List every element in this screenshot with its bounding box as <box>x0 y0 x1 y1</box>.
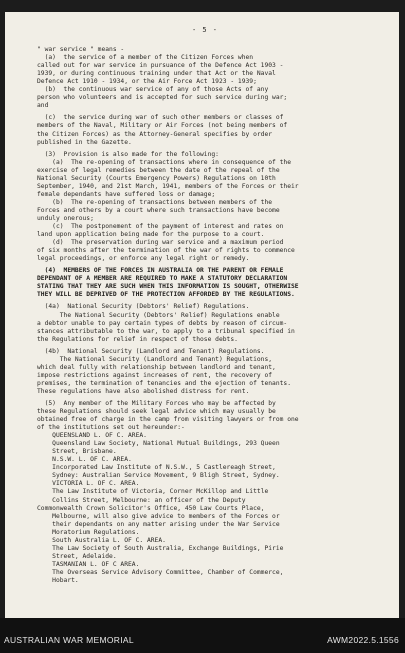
text-line: (4b) National Security (Landlord and Tenant) Regulations. <box>37 347 265 355</box>
text-line: (4) MEMBERS OF THE FORCES IN AUSTRALIA OR THE PARENT OR FEMALE <box>37 267 284 275</box>
text-line: Hobart. <box>37 577 79 584</box>
text-line: The Law Society of South Australia, Exchange Buildings, Pirie <box>37 544 284 552</box>
text-line: Street, Adelaide. <box>37 552 117 560</box>
text-line: of the institutions set out hereunder:- <box>37 424 185 432</box>
text-line: The Overseas Service Advisory Committee, Chamber of Commerce, <box>37 568 284 576</box>
document-page <box>5 12 399 618</box>
text-line: (c) The postponement of the payment of interest and rates on <box>37 223 284 231</box>
area-heading: South Australia L. OF C. AREA. <box>37 536 166 544</box>
text-line: Queensland Law Society, National Mutual Buildings, 293 Queen <box>37 440 280 448</box>
text-line: these Regulations should seek legal advice which may usually be <box>37 408 276 416</box>
area-heading: QUEENSLAND L. OF C. AREA. <box>37 432 147 440</box>
text-line: DEPENDANT OF A MEMBER ARE REQUIRED TO MAKE A STATUTORY DECLARATION <box>37 275 288 283</box>
area-heading: N.S.W. L. OF C. AREA. <box>37 456 132 464</box>
accession-number: AWM2022.5.1556 <box>327 635 399 645</box>
text-line: land upon application being made for the purpose to a court. <box>37 231 265 239</box>
text-line: the Citizen Forces) as the Attorney-General specifies by order <box>37 130 273 138</box>
text-line: of six months after the termination of the war of rights to commence <box>37 247 295 255</box>
text-line: The National Security (Landlord and Tenant) Regulations, <box>37 355 273 363</box>
text-line: which deal fully with relationship between landlord and tenant, <box>37 363 276 371</box>
war-service-definition <box>37 46 373 147</box>
section-4-statutory-declaration <box>37 267 373 299</box>
text-line: and <box>37 102 49 110</box>
area-heading: TASMANIAN L. OF C AREA. <box>37 560 140 568</box>
text-line: called out for war service in pursuance of the Defence Act 1903 - <box>37 62 284 70</box>
section-5-legal-advice <box>37 400 373 585</box>
text-line: (b) The re-opening of transactions between members of the <box>37 198 273 206</box>
text-line: Sydney: Australian Service Movement, 9 Bligh Street, Sydney. <box>37 472 280 480</box>
archive-name: AUSTRALIAN WAR MEMORIAL <box>4 635 134 645</box>
text-line: a debtor unable to pay certain types of debts by reason of circum- <box>37 319 288 327</box>
text-line: (5) Any member of the Military Forces who may be affected by <box>37 399 276 407</box>
page-number: - 5 - <box>191 26 219 34</box>
text-line: Defence Act 1910 - 1934, or the Air Force Act 1923 - 1939; <box>37 78 257 86</box>
area-heading: VICTORIA L. OF C. AREA. <box>37 480 140 488</box>
text-line: The Law Institute of Victoria, Corner McKillop and Little <box>37 488 269 496</box>
text-line: (3) Provision is also made for the following: <box>37 150 219 158</box>
text-line: Forces and others by a court where such transactions have become <box>37 206 280 214</box>
text-line: The National Security (Debtors' Relief) Regulations enable <box>37 311 280 319</box>
text-line: female dependants have suffered loss or damage; <box>37 190 216 198</box>
text-line: THEY WILL BE DEPRIVED OF THE PROTECTION AFFORDED BY THE REGULATIONS. <box>37 291 295 299</box>
text-line: " war service " means - <box>37 46 125 54</box>
section-3-provisions <box>37 151 373 264</box>
text-line: the Regulations for relief in respect of those debts. <box>37 335 238 343</box>
text-line: (b) the continuous war service of any of those Acts of any <box>37 86 269 94</box>
text-line: (c) the service during war of such other members or classes of <box>37 114 284 122</box>
text-line: obtained free of charge in the camp from visiting lawyers or from one <box>37 416 299 424</box>
text-line: person who volunteers and is accepted for such service during war; <box>37 94 288 102</box>
text-line: Incorporated Law Institute of N.S.W., 5 Castlereagh Street, <box>37 464 276 472</box>
text-line: Commonwealth Crown Solicitor's Office, 450 Law Courts Place, <box>37 504 265 512</box>
section-4b-landlord-tenant <box>37 348 373 396</box>
text-line: September, 1940, and 21st March, 1941, members of the Forces or their <box>37 182 299 190</box>
text-line: unduly onerous; <box>37 214 94 222</box>
text-line: members of the Naval, Military or Air Forces (not being members of <box>37 122 288 130</box>
text-line: (d) The preservation during war service and a maximum period <box>37 239 284 247</box>
text-line: 1939, or during continuous training under that Act or the Naval <box>37 70 276 78</box>
text-line: legal proceedings, or enforce any legal right or remedy. <box>37 255 250 263</box>
archive-footer <box>0 618 405 653</box>
text-line: impose restrictions against increases of rent, the recovery of <box>37 371 273 379</box>
text-line: (a) the service of a member of the Citizen Forces when <box>37 54 254 62</box>
text-line: exercise of legal remedies between the date of the repeal of the <box>37 166 280 174</box>
text-line: Melbourne, will also give advice to members of the Forces or <box>37 512 280 520</box>
text-line: (4a) National Security (Debtors' Relief) Regulations. <box>37 303 250 311</box>
text-line: Street, Brisbane. <box>37 448 117 456</box>
text-line: stances attributable to the war, to apply to a tribunal specified in <box>37 327 295 335</box>
text-line: Collins Street, Melbourne: an officer of the Deputy <box>37 496 246 504</box>
text-line: STATING THAT THEY ARE SUCH WHEN THIS INFORMATION IS SOUGHT, OTHERWISE <box>37 283 299 291</box>
section-4a-debtors-relief <box>37 303 373 343</box>
text-line: published in the Gazette. <box>37 138 132 146</box>
text-line: National Security (Courts Emergency Powers) Regulations on 10th <box>37 174 276 182</box>
text-line: These regulations have also abolished distress for rent. <box>37 387 250 395</box>
text-line: Moratorium Regulations. <box>37 528 140 536</box>
text-line: (a) The re-opening of transactions where in consequence of the <box>37 158 292 166</box>
text-line: their dependants on any matter arising under the War Service <box>37 520 280 528</box>
text-line: premises, the termination of tenancies and the ejection of tenants. <box>37 379 292 387</box>
